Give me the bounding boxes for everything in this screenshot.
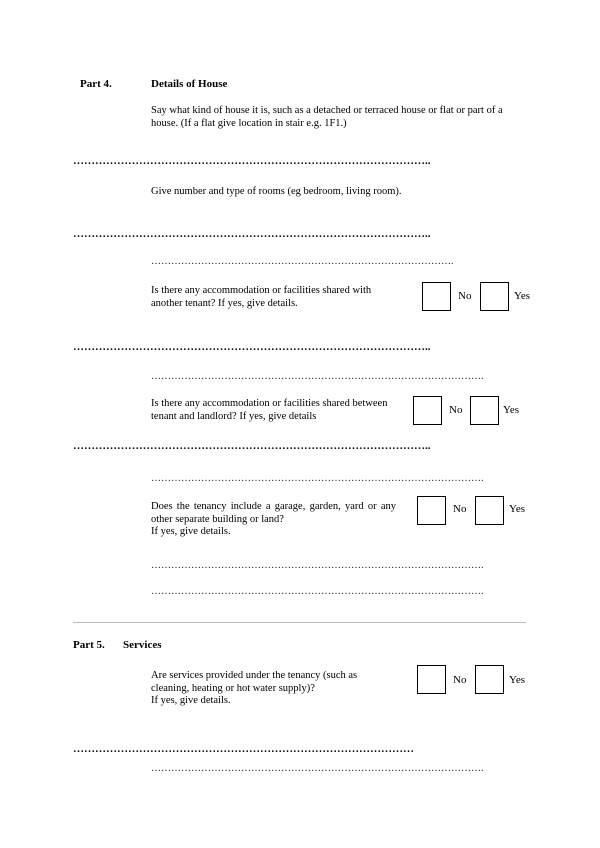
- question-services: Are services provided under the tenancy (such as cleaning, heating or hot water supply)?: [151, 670, 358, 694]
- answer-line-services-2[interactable]: ……………………………………………………………………………………….: [151, 763, 484, 774]
- no-checkbox-shared-landlord[interactable]: [413, 396, 442, 425]
- no-label-shared-tenant: No: [458, 290, 472, 302]
- no-label-garage: No: [453, 503, 467, 515]
- no-label-services: No: [453, 674, 467, 686]
- yes-label-garage: Yes: [509, 503, 526, 515]
- part5-number: Part 5.: [73, 639, 105, 651]
- yes-checkbox-garage[interactable]: [475, 496, 504, 525]
- answer-line-house-kind[interactable]: ……………………………………………………………………………………..: [73, 155, 431, 167]
- no-checkbox-shared-tenant[interactable]: [422, 282, 451, 311]
- answer-line-rooms-2[interactable]: ……………………………………………………………………………….: [151, 256, 454, 267]
- answer-line-shared-tenant-1[interactable]: ……………………………………………………………………………………..: [73, 341, 431, 353]
- question-garage-details: If yes, give details.: [151, 526, 231, 537]
- answer-line-garage-2[interactable]: ……………………………………………………………………………………….: [151, 586, 484, 597]
- no-label-shared-landlord: No: [449, 404, 463, 416]
- answer-line-rooms-1[interactable]: ……………………………………………………………………………………..: [73, 228, 431, 240]
- question-shared-tenant: Is there any accommodation or facilities shared with another tenant? If yes, give details.: [151, 285, 372, 309]
- answer-line-shared-landlord-1[interactable]: ……………………………………………………………………………………..: [73, 440, 431, 452]
- question-services-details: If yes, give details.: [151, 695, 231, 706]
- question-rooms: Give number and type of rooms (eg bedroom, living room).: [151, 186, 402, 197]
- yes-label-shared-landlord: Yes: [503, 404, 520, 416]
- yes-checkbox-shared-tenant[interactable]: [480, 282, 509, 311]
- part5-title: Services: [123, 639, 162, 651]
- yes-label-services: Yes: [509, 674, 526, 686]
- part4-title: Details of House: [151, 78, 228, 90]
- section-divider: [73, 622, 526, 623]
- no-checkbox-garage[interactable]: [417, 496, 446, 525]
- answer-line-services-1[interactable]: …………………………………………………………………………………: [73, 743, 414, 755]
- yes-checkbox-shared-landlord[interactable]: [470, 396, 499, 425]
- question-shared-landlord: Is there any accommodation or facilities shared between tenant and landlord? If yes, give details: [151, 398, 388, 422]
- yes-label-shared-tenant: Yes: [514, 290, 531, 302]
- yes-checkbox-services[interactable]: [475, 665, 504, 694]
- question-garage: Does the tenancy include a garage, garden, yard or any other separate building or land?: [151, 501, 396, 525]
- answer-line-garage-1[interactable]: ……………………………………………………………………………………….: [151, 560, 484, 571]
- part4-number: Part 4.: [80, 78, 112, 90]
- answer-line-shared-tenant-2[interactable]: ……………………………………………………………………………………….: [151, 371, 484, 382]
- question-house-kind: Say what kind of house it is, such as a detached or terraced house or flat or part of a house. (If a flat give location in stair e.g. 1F1.): [151, 105, 503, 129]
- answer-line-shared-landlord-2[interactable]: ……………………………………………………………………………………….: [151, 473, 484, 484]
- no-checkbox-services[interactable]: [417, 665, 446, 694]
